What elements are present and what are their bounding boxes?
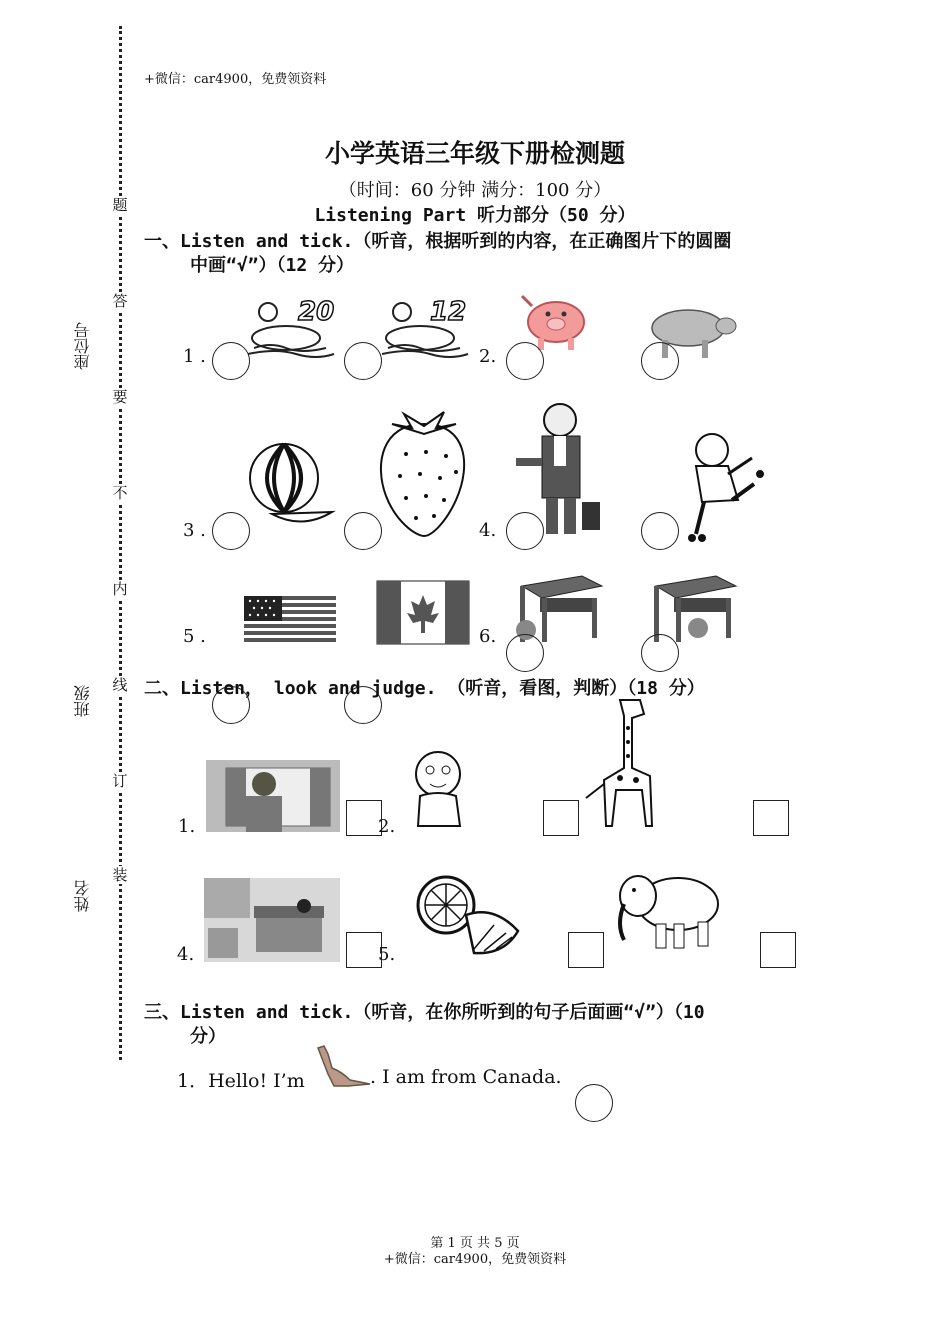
section2-heading: 二、Listen， look and judge. （听音，看图，判断）（18 分） (144, 678, 705, 699)
orange-slices-image (414, 875, 522, 959)
answer-circle[interactable] (212, 342, 250, 380)
section1-heading-cont: 中画“√”）（12 分） (190, 255, 355, 276)
binding-char: 题 (112, 196, 128, 214)
duck-12-image (380, 290, 470, 360)
item-number: 2. (378, 816, 396, 837)
binding-char: 内 (112, 580, 128, 598)
binding-char: 装 (112, 866, 128, 884)
giraffe-image (580, 698, 672, 830)
seat-number-label: 座位号 (73, 322, 92, 370)
item-number: 5. (378, 944, 396, 965)
binding-char: 答 (112, 292, 128, 310)
answer-circle[interactable] (212, 512, 250, 550)
item-number: 3 . (183, 520, 206, 541)
judge-box[interactable] (753, 800, 789, 836)
section3-heading-cont: 分） (190, 1026, 226, 1047)
binding-char: 订 (112, 772, 128, 790)
binding-char: 要 (112, 388, 128, 406)
canada-flag-image (377, 581, 469, 644)
judge-box[interactable] (346, 800, 382, 836)
item-number: 4. (479, 520, 497, 541)
item-number: 1. (178, 816, 196, 837)
boy-canada-flag-image (206, 760, 340, 832)
answer-circle[interactable] (506, 512, 544, 550)
room-desk-image (204, 878, 340, 962)
usa-flag-image (244, 596, 336, 644)
binding-char: 不 (112, 484, 128, 502)
judge-box[interactable] (346, 932, 382, 968)
duck-number-20: 20 (298, 297, 335, 327)
answer-circle[interactable] (641, 512, 679, 550)
answer-circle[interactable] (344, 342, 382, 380)
judge-box[interactable] (760, 932, 796, 968)
kangaroo-image (312, 1044, 372, 1088)
judge-box[interactable] (568, 932, 604, 968)
watermelon-image (244, 442, 336, 532)
watermark-top: +微信：car4900，免费领资料 (144, 72, 327, 87)
sentence-suffix: . I am from Canada. (370, 1066, 562, 1088)
exam-subtitle: （时间：60 分钟 满分：100 分） (338, 180, 612, 201)
section3-heading: 三、Listen and tick.（听音，在你所听到的句子后面画“√”）（10 (144, 1002, 705, 1023)
elephant-image (610, 868, 724, 950)
item-number: 1 . (183, 346, 206, 367)
item-number: 2. (479, 346, 497, 367)
answer-circle[interactable] (575, 1084, 613, 1122)
boy-rollerskating-image (680, 428, 766, 546)
strawberry-image (376, 404, 472, 538)
answer-circle[interactable] (506, 634, 544, 672)
answer-circle[interactable] (506, 342, 544, 380)
answer-circle[interactable] (641, 634, 679, 672)
class-label: 班级 (73, 685, 92, 717)
name-label: 姓名 (73, 880, 92, 912)
page-title: 小学英语三年级下册检测题 (324, 139, 625, 168)
page-footer: 第 1 页 共 5 页 (430, 1236, 520, 1251)
item-number: 4. (177, 944, 195, 965)
listening-part-heading: Listening Part 听力部分（50 分） (314, 205, 636, 226)
sentence-prefix: 1．Hello! I’m (177, 1070, 305, 1092)
binding-char: 线 (112, 676, 128, 694)
section1-heading: 一、Listen and tick.（听音，根据听到的内容，在正确图片下的圆圈 (144, 231, 732, 252)
item-number: 5 . (183, 626, 206, 647)
baby-image (406, 744, 478, 832)
duck-20-image (246, 290, 336, 360)
judge-box[interactable] (543, 800, 579, 836)
duck-number-12: 12 (430, 297, 467, 327)
watermark-bottom: +微信：car4900，免费领资料 (383, 1252, 567, 1267)
item-number: 6. (479, 626, 497, 647)
answer-circle[interactable] (344, 512, 382, 550)
answer-circle[interactable] (641, 342, 679, 380)
